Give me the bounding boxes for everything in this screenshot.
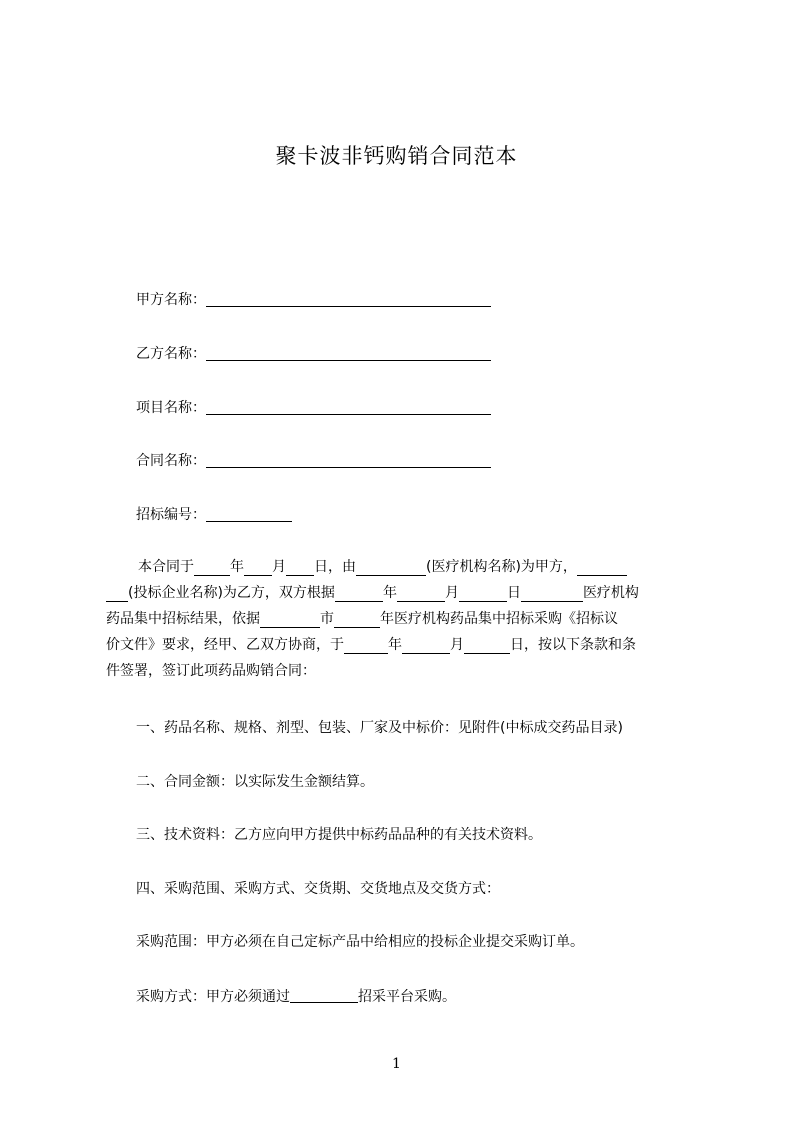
- bid-number-blank: [206, 506, 292, 522]
- intro-line-3: 药品集中招标结果，依据 市 年医疗机构药品集中招标采购《招标议: [106, 611, 618, 627]
- clause-2: 二、合同金额：以实际发生金额结算。: [136, 774, 374, 790]
- clause-4: 四、采购范围、采购方式、交货期、交货地点及交货方式：: [136, 881, 500, 897]
- page-number: 1: [392, 1056, 401, 1072]
- clause-5: 采购范围：甲方必须在自己定标产品中给相应的投标企业提交采购订单。: [136, 934, 584, 950]
- bid-number-label: 招标编号：: [136, 507, 206, 523]
- clause-6-text-b: 招采平台采购。: [358, 989, 456, 1005]
- clause-3: 三、技术资料：乙方应向甲方提供中标药品品种的有关技术资料。: [136, 827, 542, 843]
- intro-line-2: (投标企业名称)为乙方，双方根据 年 月 日 医疗机构: [106, 580, 701, 606]
- contract-field: [136, 451, 491, 471]
- party-a-label: 甲方名称：: [136, 292, 206, 308]
- project-blank: [206, 399, 491, 415]
- intro-line-5: 件签署，签订此项药品购销合同：: [106, 663, 316, 679]
- party-a-field: [136, 290, 491, 310]
- intro-line-4: 价文件》要求，经甲、乙双方协商，于 年 月 日，按以下条款和条: [106, 637, 636, 653]
- party-b-field: [136, 344, 491, 364]
- document-title: 聚卡波非钙购销合同范本: [275, 144, 518, 168]
- party-b-label: 乙方名称：: [136, 346, 206, 362]
- intro-paragraph: [106, 554, 701, 684]
- intro-line-1: 本合同于 年 月 日，由 (医疗机构名称)为甲方，: [106, 554, 701, 580]
- clause-6-blank: [290, 986, 358, 1003]
- contract-blank: [206, 452, 491, 468]
- clause-6: [136, 986, 456, 1007]
- party-b-blank: [206, 345, 491, 361]
- project-field: [136, 398, 491, 418]
- project-label: 项目名称：: [136, 400, 206, 416]
- clause-1: 一、药品名称、规格、剂型、包装、厂家及中标价：见附件(中标成交药品目录): [136, 720, 623, 736]
- party-a-blank: [206, 291, 491, 307]
- contract-label: 合同名称：: [136, 453, 206, 469]
- clause-6-text-a: 采购方式：甲方必须通过: [136, 989, 290, 1005]
- bid-number-field: [136, 505, 292, 525]
